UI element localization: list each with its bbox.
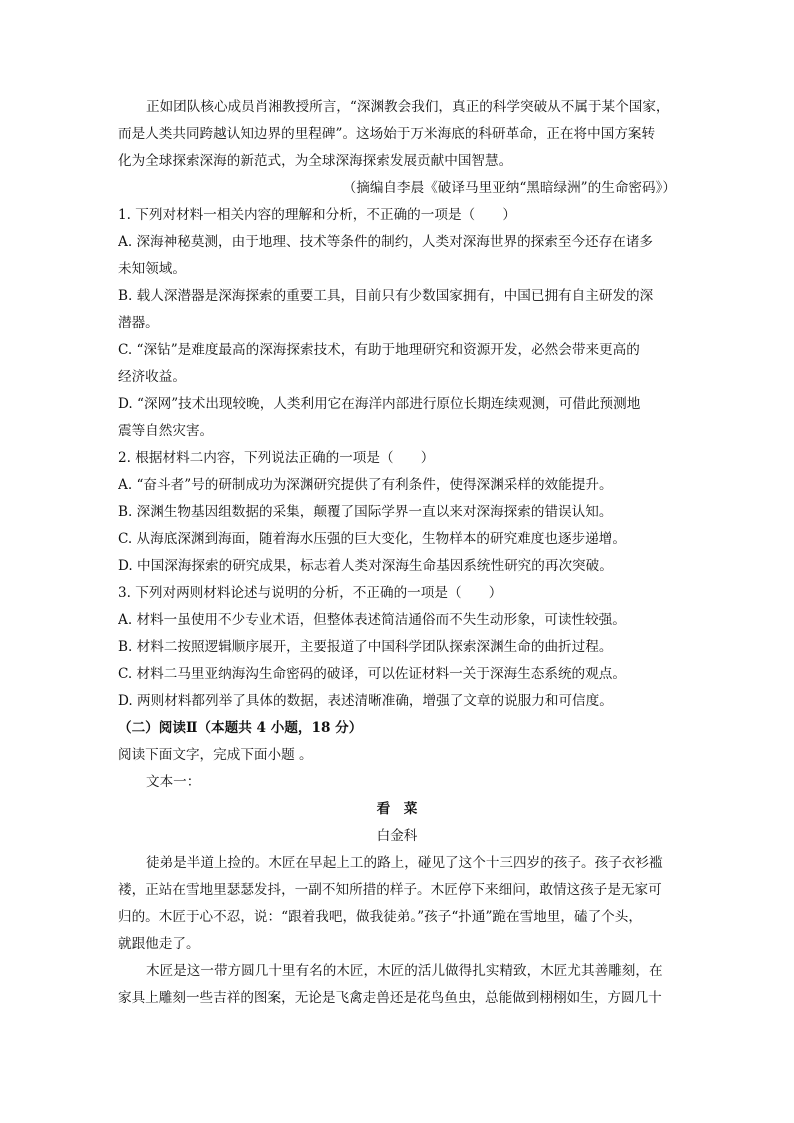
text-label: 文本一： [146, 774, 201, 790]
story-paragraph-1 [118, 850, 676, 958]
option-d-continued: 震等自然灾害。 [118, 423, 214, 439]
instruction-text: 阅读下面文字，完成下面小题 。 [118, 747, 313, 763]
option-b-continued: 潜器。 [118, 315, 159, 331]
paragraph-line: 化为全球探索深海的新范式，为全球深海探索发展贡献中国智慧。 [118, 153, 513, 169]
passage-ending [118, 94, 676, 175]
question-stem: 2. 根据材料二内容，下列说法正确的一项是（ ） [118, 450, 435, 466]
section-heading: （二）阅读Ⅱ（本题共 4 小题，18 分） [118, 720, 363, 736]
question-1 [118, 202, 676, 445]
story-paragraph-2 [118, 958, 676, 1012]
option-b: B. 载人深潜器是深海探索的重要工具，目前只有少数国家拥有，中国已拥有自主研发的深 [118, 288, 654, 304]
option-b: B. 材料二按照逻辑顺序展开，主要报道了中国科学团队探索深渊生命的曲折过程。 [118, 639, 613, 655]
question-3 [118, 580, 676, 715]
option-a: A. “奋斗者”号的研制成功为深渊研究提供了有利条件，使得深渊采样的效能提升。 [118, 477, 613, 493]
option-a: A. 材料一虽使用不少专业术语，但整体表述简洁通俗而不失生动形象，可读性较强。 [118, 612, 626, 628]
paragraph-line: 木匠是这一带方圆几十里有名的木匠，木匠的活儿做得扎实精致，木匠尤其善雕刻，在 [146, 963, 663, 979]
document-page [118, 94, 676, 1012]
option-c: C. 从海底深渊到海面，随着海水压强的巨大变化，生物样本的研究难度也逐步递增。 [118, 531, 626, 547]
story-title: 看 菜 [376, 801, 418, 817]
option-a-continued: 未知领域。 [118, 261, 186, 277]
paragraph-line: 徒弟是半道上捡的。木匠在早起上工的路上，碰见了这个十三四岁的孩子。孩子衣衫褴 [146, 855, 663, 871]
option-a: A. 深海神秘莫测，由于地理、技术等条件的制约，人类对深海世界的探索至今还存在诸多 [118, 234, 654, 250]
paragraph-line: 归的。木匠于心不忍，说：“跟着我吧，做我徒弟。”孩子“扑通”跪在雪地里，磕了个头， [118, 909, 642, 925]
option-c: C. “深钻”是难度最高的深海探索技术，有助于地理研究和资源开发，必然会带来更高的 [118, 342, 640, 358]
option-d: D. 两则材料都列举了具体的数据，表述清晰准确，增强了文章的说服力和可信度。 [118, 693, 613, 709]
question-2 [118, 445, 676, 580]
option-d: D. “深网”技术出现较晚，人类利用它在海洋内部进行原位长期连续观测，可借此预测地 [118, 396, 641, 412]
option-c: C. 材料二马里亚纳海沟生命密码的破译，可以佐证材料一关于深海生态系统的观点。 [118, 666, 626, 682]
question-stem: 3. 下列对两则材料论述与说明的分析，不正确的一项是（ ） [118, 585, 503, 601]
question-stem: 1. 下列对材料一相关内容的理解和分析，不正确的一项是（ ） [118, 207, 516, 223]
story-author: 白金科 [376, 828, 418, 844]
source-citation: （摘编自李晨《破译马里亚纳“黑暗绿洲”的生命密码》） [342, 180, 676, 196]
paragraph-line: 就跟他走了。 [118, 936, 200, 952]
paragraph-line: 家具上雕刻一些吉祥的图案，无论是飞禽走兽还是花鸟鱼虫，总能做到栩栩如生，方圆几十 [118, 990, 662, 1006]
paragraph-line: 而是人类共同跨越认知边界的里程碑”。这场始于万米海底的科研革命，正在将中国方案转 [118, 126, 656, 142]
option-d: D. 中国深海探索的研究成果，标志着人类对深海生命基因系统性研究的再次突破。 [118, 558, 613, 574]
paragraph-line: 褛，正站在雪地里瑟瑟发抖，一副不知所措的样子。木匠停下来细问，敢情这孩子是无家可 [118, 882, 662, 898]
paragraph-line: 正如团队核心成员肖湘教授所言，“深渊教会我们，真正的科学突破从不属于某个国家， [146, 99, 670, 115]
option-c-continued: 经济收益。 [118, 369, 186, 385]
option-b: B. 深渊生物基因组数据的采集，颠覆了国际学界一直以来对深海探索的错误认知。 [118, 504, 613, 520]
